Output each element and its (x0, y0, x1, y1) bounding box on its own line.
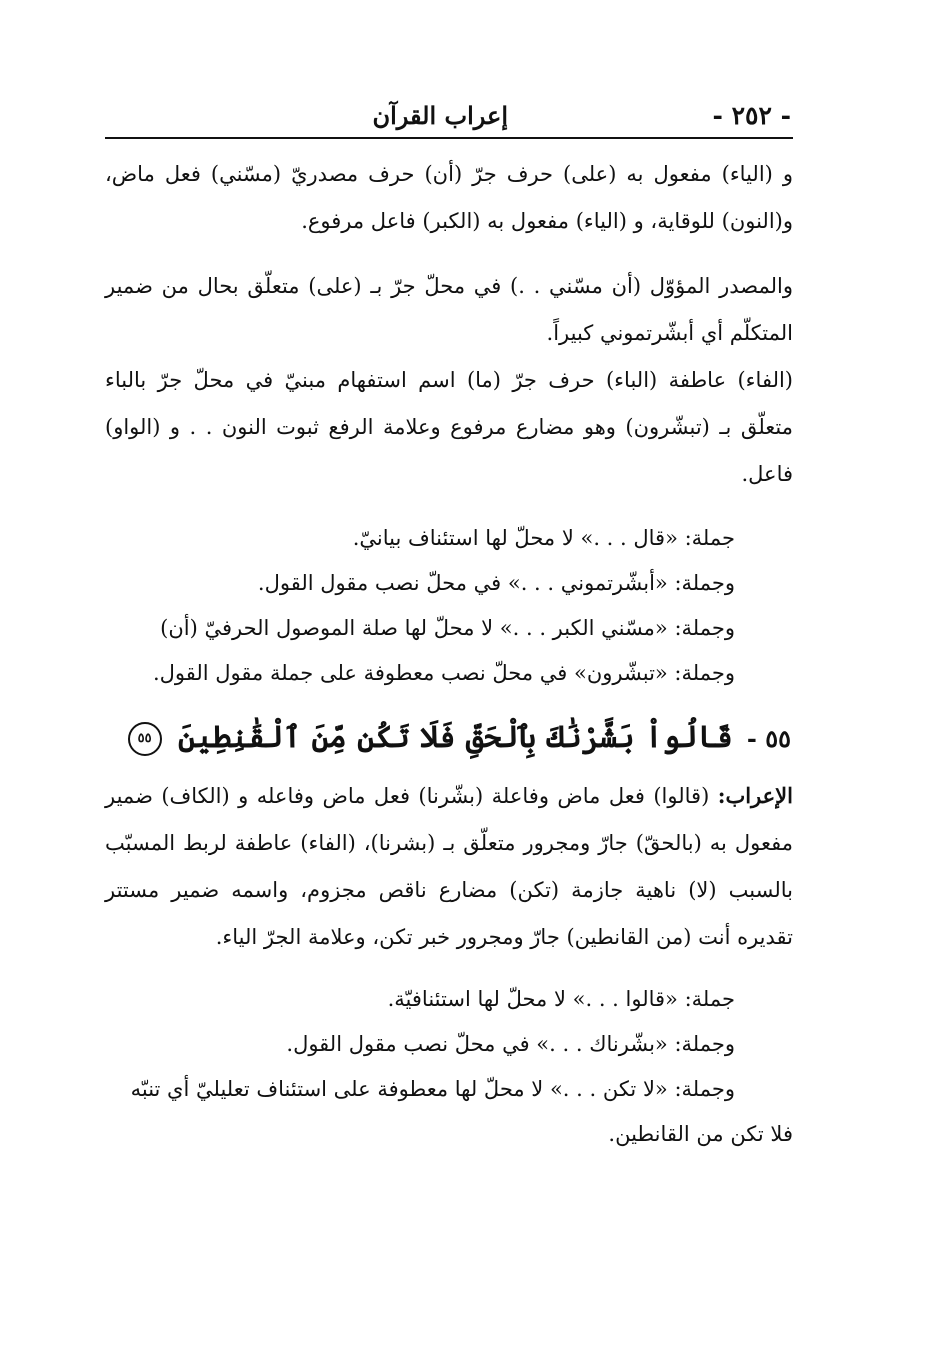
book-title: إعراب القرآن (372, 101, 508, 130)
page-header (105, 95, 793, 139)
document-page (105, 95, 793, 1157)
quran-verse (105, 710, 793, 766)
irab-text: (قالوا) فعل ماض وفاعلة (بشّرنا) فعل ماض وفاعله و (الكاف) ضمير مفعول به (بالحقّ) جارّ ومجرور متعلّق بـ (بشرنا)، (الفاء) عاطفة لربط المسبّب بالسبب (لا) ناهية جازمة (تكن) مضارع ناقص مجزوم، واسمه ضمير مستتر تقديره أنت (من القانطين) جارّ ومجرور خبر تكن، وعلامة الجرّ الياء. (105, 784, 793, 949)
paragraph-2: والمصدر المؤوّل (أن مسّني . .) في محلّ جرّ بـ (على) متعلّق بحال من ضمير المتكلّم أي أبشّرتموني كبيراً. (105, 274, 793, 345)
paragraph-1: و (الياء) مفعول به (على) حرف جرّ (أن) حرف مصدريّ (مسّني) فعل ماض، و(النون) للوقاية، و (الياء) مفعول به (الكبر) فاعل مرفوع. (105, 162, 793, 233)
verse-number: ٥٥ - (746, 723, 791, 753)
irab-label: الإعراب: (717, 783, 793, 808)
sentence-line: وجملة: «بشّرناك . . .» في محلّ نصب مقول القول. (286, 1032, 735, 1056)
sentences-group-1 (105, 516, 793, 696)
sentence-line: وجملة: «مسّني الكبر . . .» لا محلّ لها صلة الموصول الحرفيّ (أن) (160, 616, 735, 640)
paragraph-3: (الفاء) عاطفة (الباء) حرف جرّ (ما) اسم استفهام مبنيّ في محلّ جرّ بالباء متعلّق بـ (تبشّرون) وهو مضارع مرفوع وعلامة الرفع ثبوت النون . . و (الواو) فاعل. (105, 368, 793, 486)
sentence-line: وجملة: «أبشّرتموني . . .» في محلّ نصب مقول القول. (257, 571, 735, 595)
sentence-line: وجملة: «لا تكن . . .» لا محلّ لها معطوفة على استئناف تعليليّ أي تنبّه (130, 1077, 735, 1101)
sentences-group-2 (105, 977, 793, 1112)
page-number: - ٢٥٢ - (712, 101, 791, 130)
sentence-line: جملة: «قالوا . . .» لا محلّ لها استئنافيّة. (387, 987, 735, 1011)
verse-text (128, 710, 733, 766)
verse-words: قَالُواْ بَشَّرْنَٰكَ بِٱلْحَقِّ فَلَا تَكُن مِّنَ ٱلْقَٰنِطِينَ (178, 720, 733, 755)
ayah-end-mark-icon: ٥٥ (128, 722, 162, 756)
sentence-line: وجملة: «تبشّرون» في محلّ نصب معطوفة على جملة مقول القول. (152, 661, 735, 685)
sentence-continuation: فلا تكن من القانطين. (608, 1122, 793, 1146)
sentence-line: جملة: «قال . . .» لا محلّ لها استئناف بيانيّ. (352, 526, 735, 550)
irab-paragraph (105, 772, 793, 961)
